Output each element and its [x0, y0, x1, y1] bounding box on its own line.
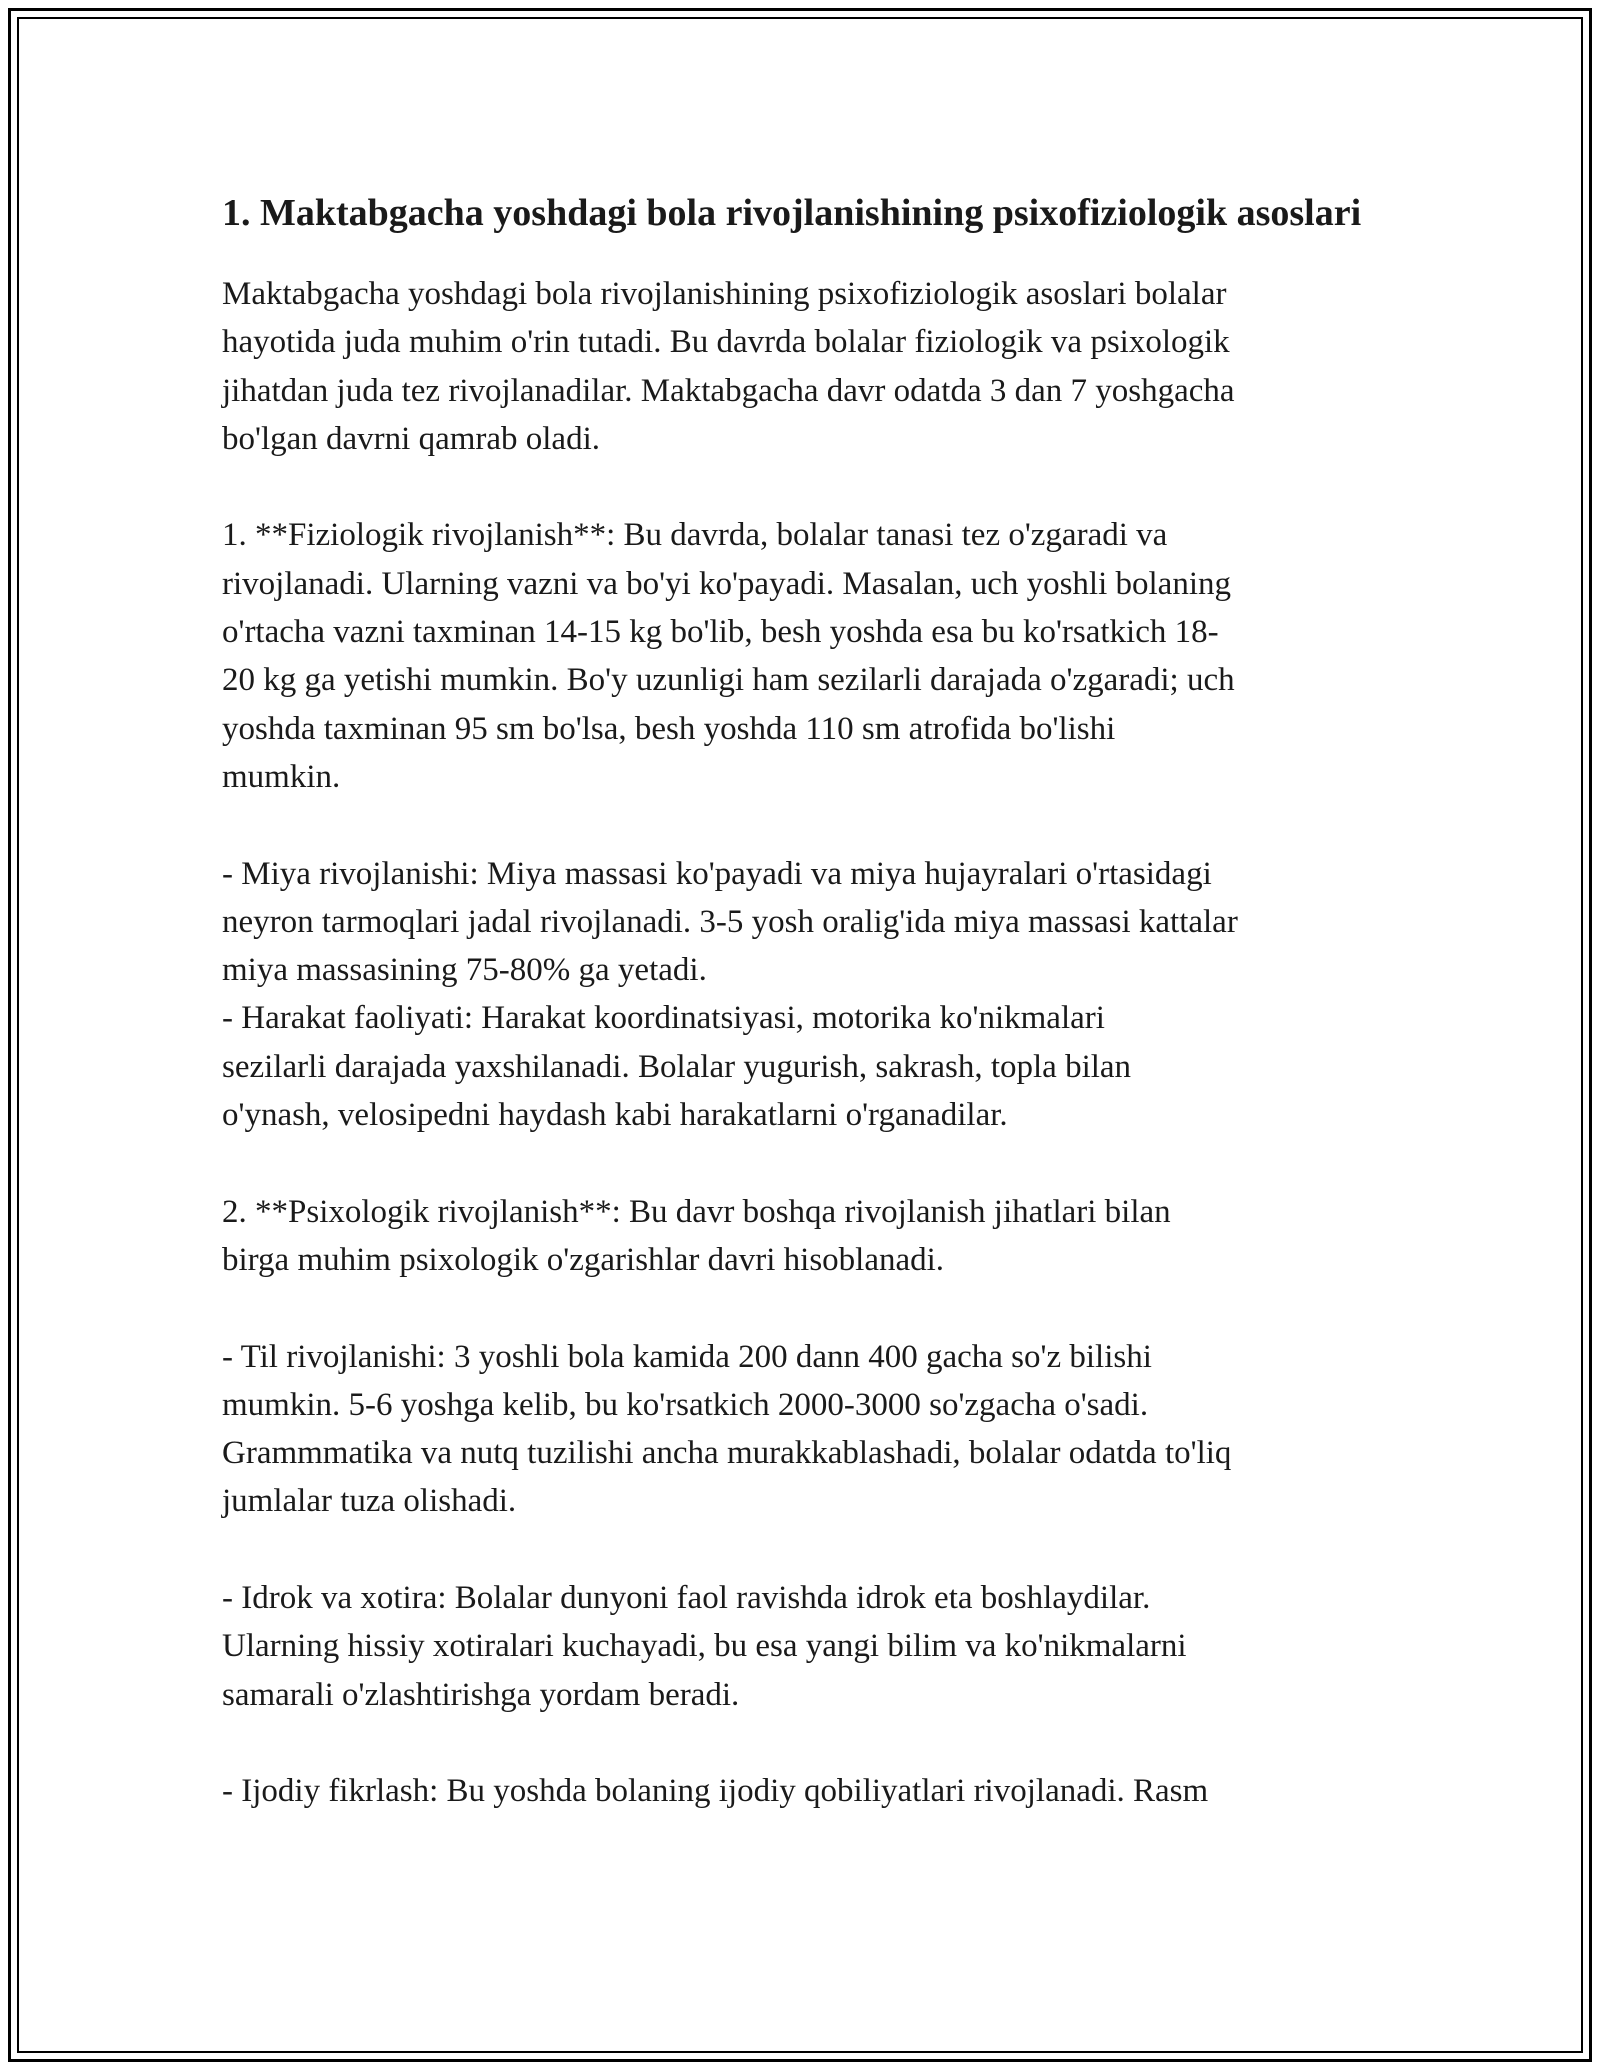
paragraph-gap — [222, 1526, 1382, 1574]
document-body — [222, 186, 1382, 1816]
paragraph-gap — [222, 1139, 1382, 1187]
paragraph-physiological: 1. **Fiziologik rivojlanish**: Bu davrda, bolalar tanasi tez o'zgaradi va rivojlanadi. Ularning vazni va bo'yi ko'payadi. Masalan, uch yoshli bolaning o'rtacha vazni taxminan 14-15 kg bo'lib, besh yoshda esa bu ko'rsatkich 18- 20 kg ga yetishi mumkin. Bo'y uzunligi ham sezilarli darajada o'zgaradi; uch yoshda taxminan 95 sm bo'lsa, besh yoshda 110 sm atrofida bo'lishi mumkin. — [222, 517, 1235, 795]
paragraph-intro: Maktabgacha yoshdagi bola rivojlanishining psixofiziologik asoslari bolalar hayotida juda muhim o'rin tutadi. Bu davrda bolalar fiziologik va psixologik jihatdan juda tez rivojlanadilar. Maktabgacha davr odatda 3 dan 7 yoshgacha bo'lgan davrni qamrab oladi. — [222, 276, 1235, 457]
paragraph-gap — [222, 801, 1382, 849]
paragraph-brain-motor: - Miya rivojlanishi: Miya massasi ko'payadi va miya hujayralari o'rtasidagi neyron tarmoqlari jadal rivojlanadi. 3-5 yosh oralig'ida miya massasi kattalar miya massasining 75-80% ga yetadi. - Harakat faoliyati: Harakat koordinatsiyasi, motorika ko'nikmalari sezilarli darajada yaxshilanadi. Bolalar yugurish, sakrash, topla bilan o'ynash, velosipedni haydash kabi harakatlarni o'rganadilar. — [222, 855, 1238, 1134]
paragraph-gap — [222, 1284, 1382, 1332]
section-title: 1. Maktabgacha yoshdagi bola rivojlanishining psixofiziologik asoslari — [222, 192, 1362, 234]
paragraph-psychological: 2. **Psixologik rivojlanish**: Bu davr boshqa rivojlanish jihatlari bilan birga muhim psixologik o'zgarishlar davri hisoblanadi. — [222, 1193, 1171, 1278]
paragraph-language: - Til rivojlanishi: 3 yoshli bola kamida 200 dann 400 gacha so'z bilishi mumkin. 5-6 yoshga kelib, bu ko'rsatkich 2000-3000 so'zgacha o'sadi. Grammmatika va nutq tuzilishi ancha murakkablashadi, bolalar odatda to'liq jumlalar tuza olishadi. — [222, 1338, 1232, 1520]
paragraph-perception-memory: - Idrok va xotira: Bolalar dunyoni faol ravishda idrok eta boshlaydilar. Ularning hissiy xotiralari kuchayadi, bu esa yangi bilim va ko'nikmalarni samarali o'zlashtirishga yordam beradi. — [222, 1580, 1187, 1713]
paragraph-gap — [222, 463, 1382, 511]
paragraph-creative-thinking: - Ijodiy fikrlash: Bu yoshda bolaning ijodiy qobiliyatlari rivojlanadi. Rasm — [222, 1773, 1209, 1810]
paragraph-gap — [222, 1719, 1382, 1767]
